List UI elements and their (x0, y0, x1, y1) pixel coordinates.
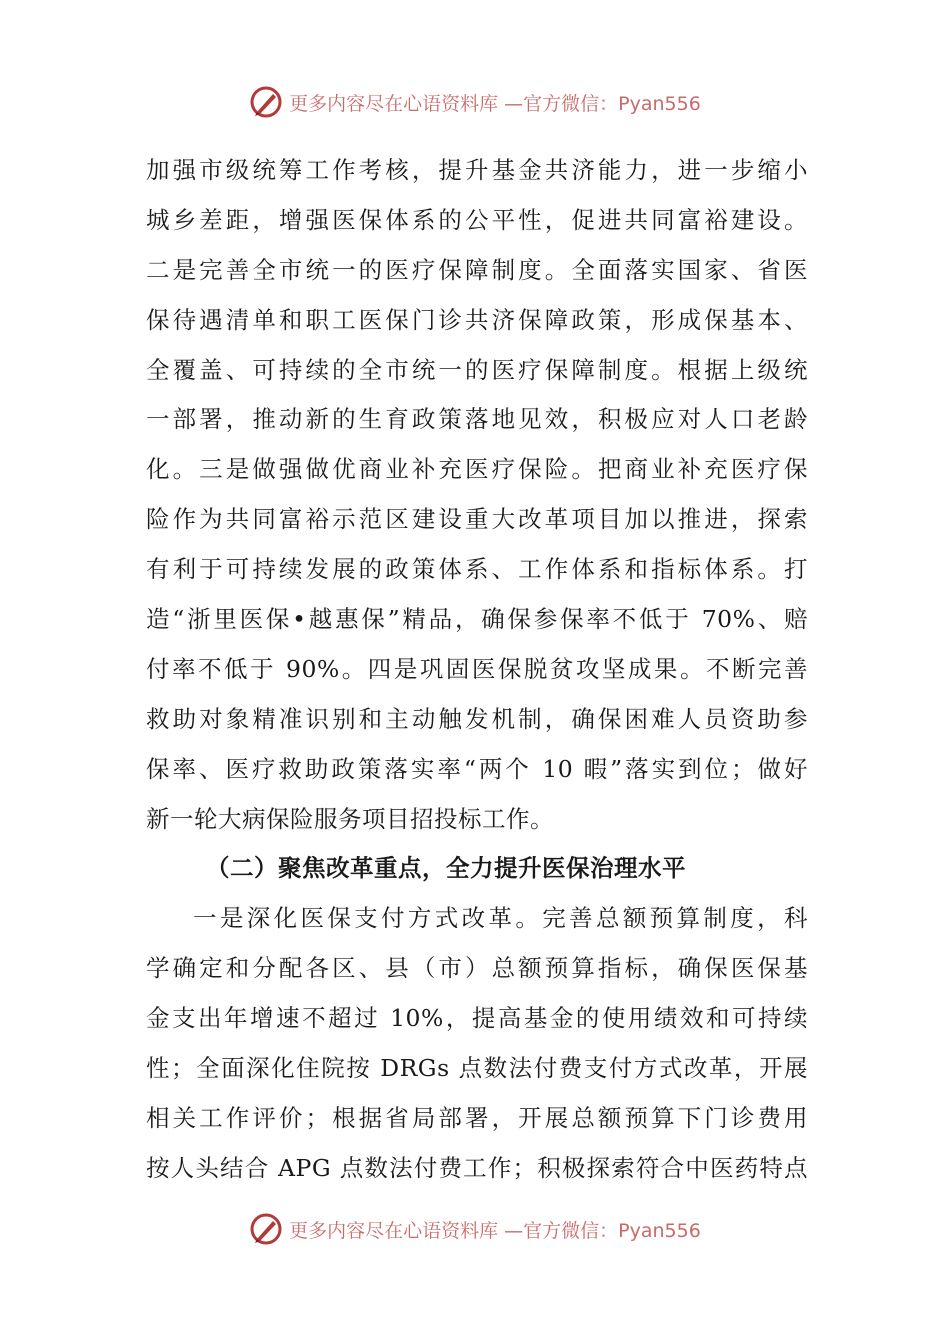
watermark-contact-text: —官方微信：Pyan556 (504, 1219, 701, 1242)
text-line: 城乡差距，增强医保体系的公平性，促进共同富裕建设。 (146, 205, 808, 234)
text-line: 化。三是做强做优商业补充医疗保险。把商业补充医疗保 (146, 455, 808, 484)
watermark-site-text: 更多内容尽在心语资料库 (289, 1219, 499, 1242)
text-line: 金支出年增速不超过 10%，提高基金的使用绩效和可持续 (146, 1004, 808, 1033)
pen-circle-logo-icon (249, 85, 283, 119)
text-line: 付率不低于 90%。四是巩固医保脱贫攻坚成果。不断完善 (146, 654, 808, 683)
text-line: 保待遇清单和职工医保门诊共济保障政策，形成保基本、 (146, 305, 808, 334)
text-line: 相关工作评价；根据省局部署，开展总额预算下门诊费用 (146, 1103, 808, 1132)
text-line: 保率、医疗救助政策落实率“两个 10 暇”落实到位；做好 (146, 754, 808, 783)
document-body (146, 146, 808, 1194)
pen-circle-logo-icon (249, 1212, 283, 1246)
watermark-contact-text: —官方微信：Pyan556 (504, 92, 701, 115)
text-line: 加强市级统筹工作考核，提升基金共济能力，进一步缩小 (146, 156, 808, 184)
text-line: 全覆盖、可持续的全市统一的医疗保障制度。根据上级统 (146, 355, 808, 384)
text-line: 一部署，推动新的生育政策落地见效，积极应对人口老龄 (146, 405, 808, 434)
text-line: 新一轮大病保险服务项目招投标工作。 (146, 804, 554, 833)
text-line: 险作为共同富裕示范区建设重大改革项目加以推进，探索 (146, 505, 808, 534)
text-line: 学确定和分配各区、县（市）总额预算指标，确保医保基 (146, 954, 808, 983)
section-heading: （二）聚焦改革重点，全力提升医保治理水平 (206, 854, 686, 883)
watermark-site-text: 更多内容尽在心语资料库 (289, 92, 499, 115)
footer-watermark-banner (0, 1209, 950, 1249)
text-line: 造“浙里医保•越惠保”精品，确保参保率不低于 70%、赔 (146, 605, 808, 634)
text-line: 性；全面深化住院按 DRGs 点数法付费支付方式改革，开展 (146, 1054, 808, 1083)
text-line: 救助对象精准识别和主动触发机制，确保困难人员资助参 (146, 704, 808, 733)
text-line: 二是完善全市统一的医疗保障制度。全面落实国家、省医 (146, 255, 808, 284)
text-line: 有利于可持续发展的政策体系、工作体系和指标体系。打 (146, 555, 808, 584)
text-line: 按人头结合 APG 点数法付费工作；积极探索符合中医药特点 (146, 1153, 808, 1182)
header-watermark-banner (0, 82, 950, 122)
text-line: 一是深化医保支付方式改革。完善总额预算制度，科 (193, 904, 808, 933)
